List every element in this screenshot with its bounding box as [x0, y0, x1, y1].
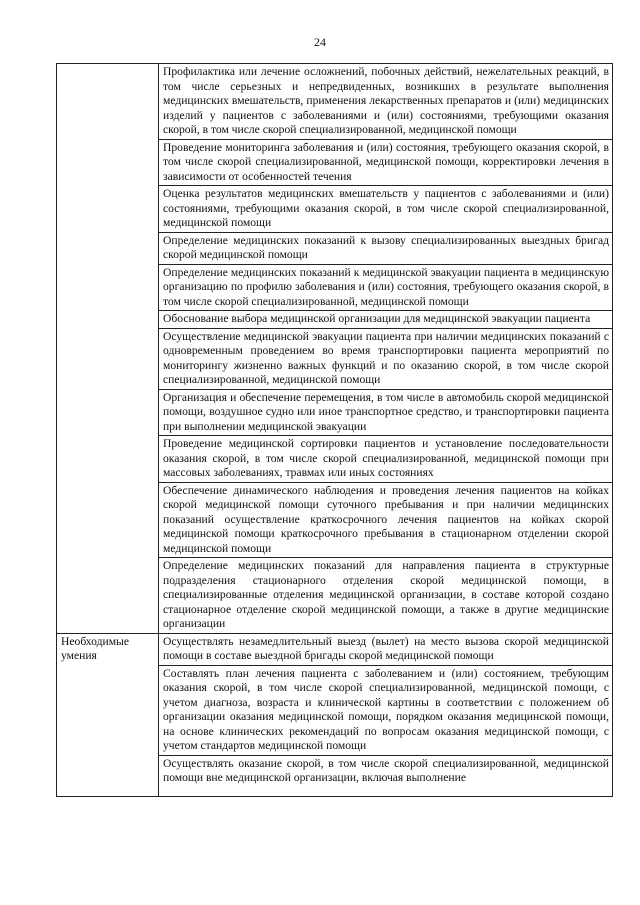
table-cell: Проведение мониторинга заболевания и (или) состояния, требующего оказания скорой, в том числе скорой специализированной, медицинской помощи, корректировки лечения в зависимости от особенностей течения: [159, 139, 613, 186]
table-cell: Определение медицинских показаний к медицинской эвакуации пациента в медицинскую организацию по профилю заболевания и (или) состояния, требующего оказания скорой, в том числе скорой специализированной, медицинской помощи: [159, 264, 613, 311]
table-cell: Определение медицинских показаний для направления пациента в структурные подразделения стационарного отделения скорой медицинской помощи, в специализированные отделения медицинской организации, в составе которой создано стационарное отделение скорой медицинской помощи, а также в другие медицинские организации: [159, 558, 613, 634]
table-cell: Проведение медицинской сортировки пациентов и установление последовательности оказания скорой, в том числе скорой специализированной, медицинской помощи при массовых заболеваниях, травмах или иных состояниях: [159, 436, 613, 483]
table-cell: [159, 755, 613, 796]
table-cell: Осуществлять незамедлительный выезд (вылет) на место вызова скорой медицинской помощи в составе выездной бригады скорой медицинской помощи: [159, 633, 613, 665]
table-row: [57, 64, 613, 140]
table-cell: Профилактика или лечение осложнений, побочных действий, нежелательных реакций, в том числе серьезных и непредвиденных, возникших в результате выполнения медицинских вмешательств, применения лекарственных препаратов и (или) медицинских изделий у пациентов с заболеваниями и (или) состояниями, требующими оказания скорой, в том числе скорой специализированной, медицинской помощи: [159, 64, 613, 140]
section-label: [57, 64, 159, 634]
table-cell: Определение медицинских показаний к вызову специализированных выездных бригад скорой медицинской помощи: [159, 232, 613, 264]
table-cell: Обеспечение динамического наблюдения и проведения лечения пациентов на койках скорой медицинской помощи суточного пребывания и при наличии медицинских показаний осуществление краткосрочного лечения пациентов на койках скорой медицинской помощи краткосрочного пребывания в стационарном отделении скорой медицинской помощи: [159, 482, 613, 558]
page-number: 24: [314, 35, 326, 49]
table-cell: Организация и обеспечение перемещения, в том числе в автомобиль скорой медицинской помощи, воздушное судно или иное транспортное средство, и транспортировки пациента при выполнении медицинской эвакуации: [159, 389, 613, 436]
table-row: [57, 633, 613, 665]
competency-table: [56, 63, 613, 797]
section-label: Необходимые умения: [57, 633, 159, 796]
table-cell: Оценка результатов медицинских вмешательств у пациентов с заболеваниями и (или) состояниями, требующими оказания скорой, в том числе скорой специализированной, медицинской помощи: [159, 186, 613, 233]
table-cell: Обоснование выбора медицинской организации для медицинской эвакуации пациента: [159, 311, 613, 329]
table-cell: Составлять план лечения пациента с заболеванием и (или) состоянием, требующим оказания скорой, в том числе скорой специализированной, медицинской помощи, с учетом диагноза, возраста и клинической картины в соответствии с положением об организации оказания медицинской помощи, порядком оказания медицинской помощи, на основе клинических рекомендаций по вопросам оказания медицинской помощи, с учетом стандартов медицинской помощи: [159, 665, 613, 755]
truncated-cell-text: Осуществлять оказание скорой, в том числе скорой специализированной, медицинской помощи вне медицинской организации, включая выполнение: [163, 756, 609, 784]
table-cell: Осуществление медицинской эвакуации пациента при наличии медицинских показаний с одновременным проведением во время транспортировки пациента мероприятий по мониторингу жизненно важных функций и по оказанию скорой, в том числе скорой специализированной, медицинской помощи: [159, 328, 613, 389]
